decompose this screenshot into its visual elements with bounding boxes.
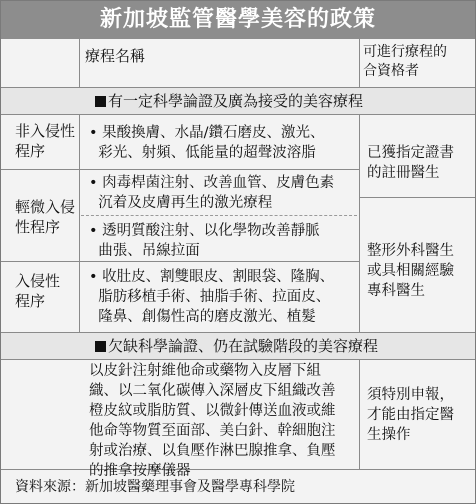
treatment-item: • 收肚皮、割雙眼皮、割眼袋、隆胸、 脂肪移植手術、抽脂手術、拉面皮、 隆鼻、創傷性高的磨皮激光、植髮 (89, 269, 335, 325)
divider (359, 114, 360, 332)
divider (1, 261, 359, 262)
square-bullet-icon (95, 96, 106, 107)
experimental-treatments: 以皮針注射維他命或藥物入皮層下組 織、以二氧化碳傳入深層皮下組織改善 橙皮紋或脂肪質、以微針傳送血液或維 他命等物質至面部、美白針、幹細胞注 射或治療、以負壓作淋巴腺推拿、負壓 的推拿按摩儀器 (89, 363, 336, 479)
source-note: 資料來源：新加坡醫藥理事會及醫學專科學院 (15, 479, 295, 495)
divider (359, 39, 360, 87)
qualification-certified-doctor: 已獲指定證書 的註冊醫生 (367, 145, 454, 181)
section-label: 有一定科學論證及廣為接受的美容療程 (108, 92, 364, 110)
category-minimally-invasive: 輕微入侵 性程序 (15, 198, 76, 236)
divider (79, 39, 80, 87)
divider (359, 359, 360, 469)
square-bullet-icon (95, 341, 106, 352)
qualification-special-declaration: 須特別申報， 才能由指定醫 生操作 (367, 387, 454, 443)
section-bar-accepted (1, 87, 475, 115)
treatment-item: • 肉毒桿菌注射、改善血管、皮膚色素 沉着及皮膚再生的激光療程 (89, 175, 335, 211)
treatment-item: • 果酸換膚、水晶/鑽石磨皮、激光、 彩光、射頻、低能量的超聲波溶脂 (89, 125, 325, 161)
divider (81, 215, 357, 216)
treatment-item: • 透明質酸注射、以化學物改善靜脈 曲張、吊線拉面 (89, 223, 320, 259)
section-label: 欠缺科學論證、仍在試驗階段的美容療程 (108, 337, 379, 355)
section-bar-experimental (1, 332, 475, 360)
header-qualification: 可進行療程的 合資格者 (363, 44, 447, 79)
page-title: 新加坡監管醫學美容的政策 (1, 1, 475, 39)
divider (359, 197, 475, 198)
header-treatment: 療程名稱 (85, 47, 146, 65)
divider (1, 169, 359, 170)
category-noninvasive: 非入侵性 程序 (15, 122, 76, 160)
qualification-specialist: 整形外科醫生 或具相關經驗 專科醫生 (367, 243, 454, 299)
category-invasive: 入侵性 程序 (15, 272, 61, 310)
